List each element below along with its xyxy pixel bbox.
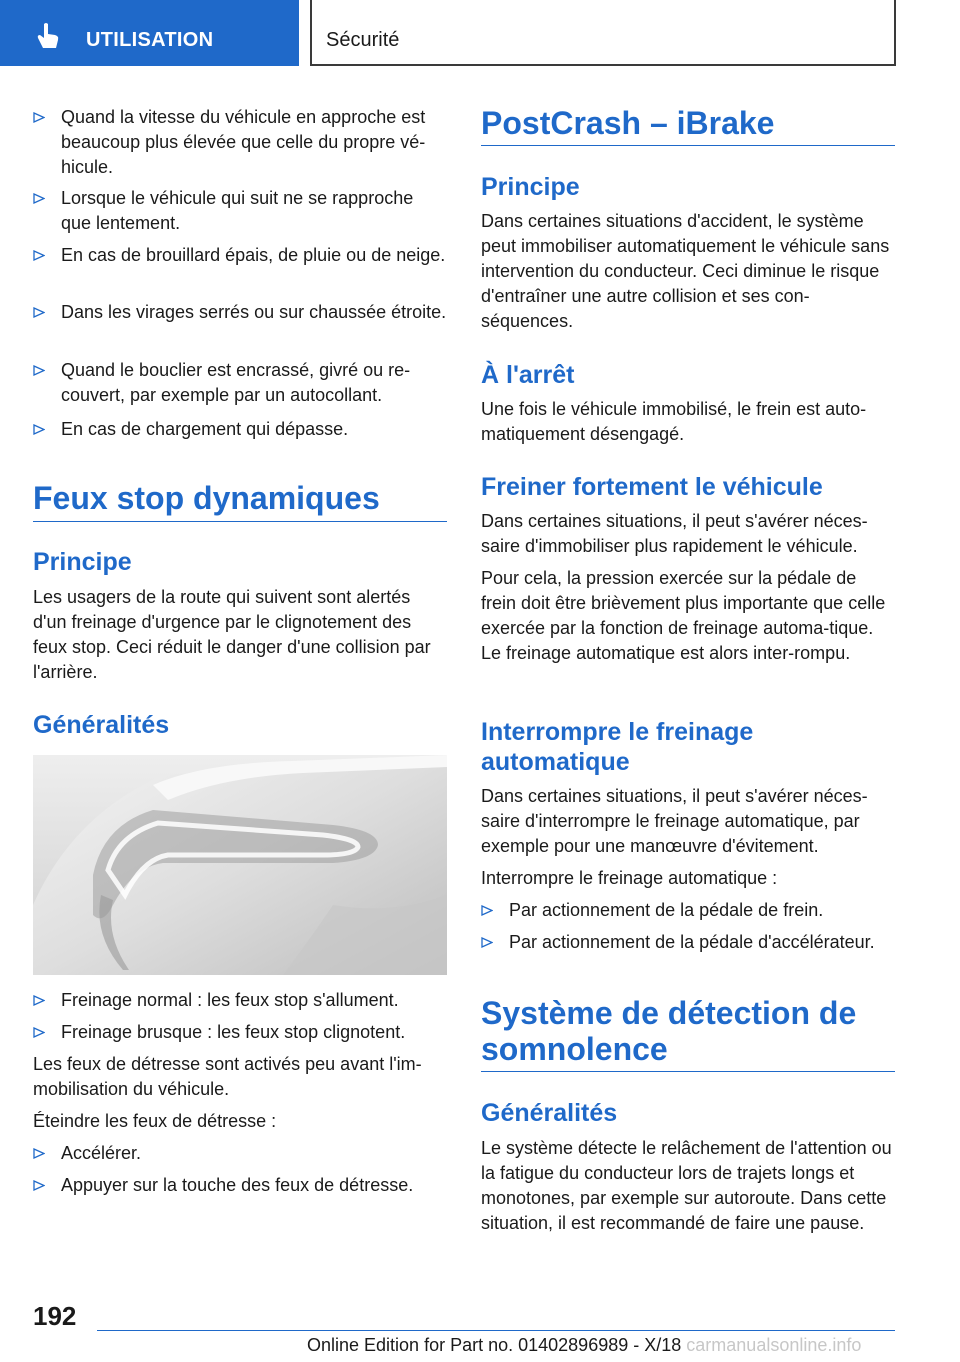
- list-item: Par actionnement de la pédale d'accélérateur.: [481, 930, 895, 955]
- triangle-bullet-icon: [33, 995, 45, 1006]
- triangle-bullet-icon: [33, 112, 45, 123]
- subheading-arret: À l'arrêt: [481, 361, 575, 389]
- section-heading: Feux stop dynamiques: [33, 480, 380, 516]
- paragraph: Dans certaines situations, il peut s'avérer néces-saire d'interrompre le freinage automatique, par exemple pour une manœuvre d'évitement.: [481, 786, 868, 856]
- triangle-bullet-icon: [33, 1027, 45, 1038]
- list-item: Dans les virages serrés ou sur chaussée étroite.: [33, 300, 447, 325]
- heading-rule: [481, 145, 895, 146]
- paragraph: Le système détecte le relâchement de l'attention ou la fatigue du conducteur lors de trajets longs et monotones, par exemple sur autoroute. Dans cette situation, il est recommandé de faire une pause.: [481, 1138, 892, 1233]
- triangle-bullet-icon: [33, 307, 45, 318]
- list-item: Par actionnement de la pédale de frein.: [481, 898, 895, 923]
- triangle-bullet-icon: [33, 1148, 45, 1159]
- footer-text: [307, 1335, 861, 1356]
- subheading-principe: Principe: [33, 548, 132, 576]
- hand-pointer-icon: [36, 22, 60, 50]
- section-heading: Système de détection de somnolence: [481, 995, 857, 1067]
- list-item: Lorsque le véhicule qui suit ne se rapproche que lentement.: [33, 186, 447, 236]
- heading-rule: [481, 1071, 895, 1072]
- triangle-bullet-icon: [33, 1180, 45, 1191]
- triangle-bullet-icon: [33, 365, 45, 376]
- paragraph: Une fois le véhicule immobilisé, le frein est auto-matiquement désengagé.: [481, 399, 867, 444]
- paragraph: Dans certaines situations, il peut s'avérer néces-saire d'immobiliser plus rapidement le véhicule.: [481, 511, 868, 556]
- section-heading: PostCrash – iBrake: [481, 105, 775, 141]
- list-item: Accélérer.: [33, 1141, 447, 1166]
- list-item: Appuyer sur la touche des feux de détresse.: [33, 1173, 447, 1198]
- heading-rule: [33, 521, 447, 522]
- section-header: [312, 0, 896, 66]
- paragraph: Interrompre le freinage automatique :: [481, 868, 778, 888]
- list-item: Quand la vitesse du véhicule en approche est beaucoup plus élevée que celle du propre vé-hicule.: [33, 105, 447, 180]
- subheading-generalites: Généralités: [33, 711, 170, 739]
- list-item: Freinage brusque : les feux stop clignotent.: [33, 1020, 447, 1045]
- chapter-label: UTILISATION: [86, 29, 214, 51]
- list-item: En cas de brouillard épais, de pluie ou de neige.: [33, 243, 447, 268]
- section-title: Sécurité: [326, 29, 400, 51]
- triangle-bullet-icon: [33, 424, 45, 435]
- chapter-tab: [0, 0, 299, 66]
- subheading-principe: Principe: [481, 173, 580, 201]
- paragraph: Les usagers de la route qui suivent sont alertés d'un freinage d'urgence par le clignotement des feux stop. Ceci réduit le danger d'une collision par l'arrière.: [33, 587, 431, 682]
- triangle-bullet-icon: [33, 193, 45, 204]
- triangle-bullet-icon: [33, 250, 45, 261]
- list-item: Freinage normal : les feux stop s'allument.: [33, 988, 447, 1013]
- paragraph: Éteindre les feux de détresse :: [33, 1111, 277, 1131]
- page-number: 192: [33, 1301, 77, 1331]
- paragraph: Pour cela, la pression exercée sur la pédale de frein doit être brièvement plus importante que celle exercée par la fonction de freinage automa-tique. Le freinage automatique est alors inter-rompu.: [481, 568, 886, 663]
- edition-text: Online Edition for Part no. 01402896989 - X/18: [307, 1335, 682, 1355]
- list-item: En cas de chargement qui dépasse.: [33, 417, 447, 442]
- paragraph: Les feux de détresse sont activés peu avant l'im-mobilisation du véhicule.: [33, 1054, 422, 1099]
- tail-light-image: [33, 755, 447, 975]
- triangle-bullet-icon: [481, 905, 493, 916]
- list-item: Quand le bouclier est encrassé, givré ou re-couvert, par exemple par un autocollant.: [33, 358, 447, 408]
- subheading-interrompre: Interrompre le freinage automatique: [481, 718, 754, 776]
- subheading-generalites: Généralités: [481, 1099, 618, 1127]
- watermark-text: carmanualsonline.info: [686, 1335, 862, 1355]
- triangle-bullet-icon: [481, 937, 493, 948]
- footer-rule: [97, 1330, 895, 1331]
- subheading-freiner: Freiner fortement le véhicule: [481, 473, 823, 501]
- paragraph: Dans certaines situations d'accident, le système peut immobiliser automatiquement le véhicule sans intervention du conducteur. Ceci diminue le risque d'entraîner une autre collision et ses con-séquences.: [481, 211, 890, 331]
